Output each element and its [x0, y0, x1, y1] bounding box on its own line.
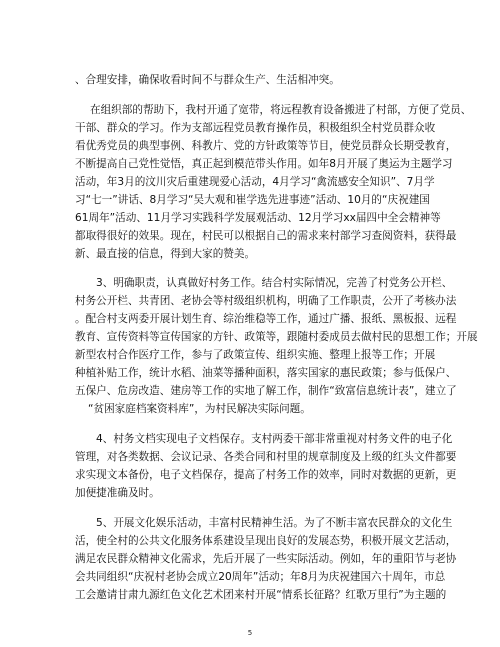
text-line: “贫困家庭档案资料库”，为村民解决实际问题。: [88, 403, 311, 415]
text-line: 3、明确职责，认真做好村务工作。结合村实际情况，完善了村党务公开栏、: [96, 277, 453, 289]
text-line: 村务公开栏、共青团、老协会等村级组织机构，明确了工作职责，公开了考核办法: [75, 295, 457, 307]
text-line: 在组织部的帮助下，我村开通了宽带，将远程教育设备搬进了村部，方便了党员、: [90, 104, 472, 116]
text-line: 新型农村合作医疗工作，参与了政策宣传、组织实施、整理上报等工作；开展: [75, 349, 436, 361]
text-line: 活动，年3月的汶川灾后重建现爱心活动，4月学习“禽流感安全知识”、7月学: [75, 176, 435, 188]
text-line: 管理，对各类数据、会议记录、各类合同和村里的规章制度及上级的红头文件都要: [75, 451, 457, 463]
text-line: 加便捷准确及时。: [75, 487, 160, 499]
text-line: 求实现文本备份，电子文档保存，提高了村务工作的效率，同时对数据的更新，更: [75, 469, 457, 481]
text-line: 工会邀请甘肃九源红色文化艺术团来村开展“情系长征路？红歌万里行”为主题的: [75, 589, 447, 601]
text-line: 会共同组织“庆祝村老协会成立20周年”活动；年8月为庆祝建国六十周年，市总: [75, 571, 446, 583]
text-line: 教育、宣传资料等宣传国家的方针、政策等，跟随村委成员去做村民的思想工作；开展: [75, 331, 478, 343]
text-line: 习“七一”讲话、8月学习“吴大观和崔学选先进事迹”活动、10月的“庆祝建国: [75, 194, 430, 206]
text-line: 不断提高自己党性觉悟，真正起到模范带头作用。如年8月开展了奥运为主题学习: [75, 158, 453, 170]
text-line: 61周年”活动、11月学习实践科学发展观活动、12月学习xx届四中全会精神等: [75, 212, 441, 224]
text-line: 看优秀党员的典型事例、科教片、党的方针政策等节目，使党员群众长期受教育，: [75, 140, 457, 152]
text-line: 种植补贴工作，统计水稻、油菜等播种面积，落实国家的惠民政策；参与低保户、: [75, 367, 457, 379]
page-number: 5: [247, 629, 253, 637]
text-line: 满足农民群众精神文化需求，先后开展了一些实际活动。例如，年的重阳节与老协: [75, 553, 457, 565]
text-line: 活，使全村的公共文化服务体系建设呈现出良好的发展态势，积极开展文艺活动，: [75, 535, 457, 547]
text-line: 五保户、危房改造、建房等工作的实地了解工作，制作“致富信息统计表”，建立了: [75, 385, 457, 397]
text-line: 新、最直接的信息，得到大家的赞美。: [75, 248, 256, 260]
text-line: 4、村务文档实现电子文档保存。支村两委干部非常重视对村务文件的电子化: [96, 433, 453, 445]
text-line: 、合理安排，确保收看时间不与群众生产、生活相冲突。: [75, 74, 340, 86]
text-line: 都取得很好的效果。现在，村民可以根据自己的需求来村部学习查阅资料，获得最: [75, 230, 457, 242]
text-line: 干部、群众的学习。作为支部远程党员教育操作员，积极组织全村党员群众收: [75, 122, 436, 134]
text-line: 。配合村支两委开展计划生育、综治维稳等工作，通过广播、报纸、黑板报、远程: [75, 313, 457, 325]
text-line: 5、开展文化娱乐活动，丰富村民精神生活。为了不断丰富农民群众的文化生: [96, 517, 453, 529]
